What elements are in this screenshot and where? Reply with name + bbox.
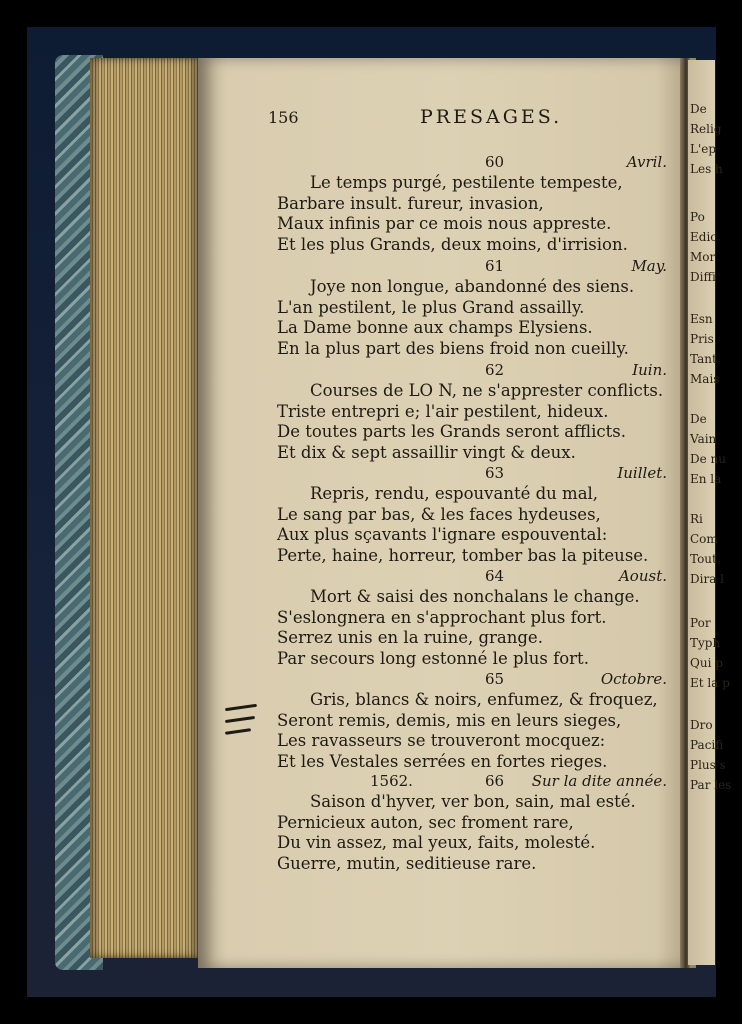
quatrain-month: May. bbox=[631, 257, 667, 275]
facing-page-fragment: Relig bbox=[690, 122, 722, 136]
quatrain-number: 61 bbox=[485, 257, 505, 275]
facing-page-fragment: Mor bbox=[690, 250, 716, 264]
verse-line: La Dame bonne aux champs Elysiens. bbox=[277, 318, 593, 338]
quatrain-year: 1562. bbox=[370, 772, 413, 790]
verse-line: Perte, haine, horreur, tomber bas la piteuse. bbox=[277, 545, 649, 565]
facing-page-fragment: Ri bbox=[690, 512, 703, 526]
facing-page-fragment: Par les bbox=[690, 778, 732, 792]
verse-line: Triste entrepri e; l'air pestilent, hideux. bbox=[277, 401, 609, 421]
facing-page-fragment: Edic bbox=[690, 230, 717, 244]
verse-line: Aux plus sçavants l'ignare espouvental: bbox=[277, 525, 608, 545]
quatrain-number: 66 bbox=[485, 772, 505, 790]
running-title: PRESAGES. bbox=[420, 106, 563, 128]
verse-line: Et les Vestales serrées en fortes rieges. bbox=[277, 751, 608, 771]
verse-line: De toutes parts les Grands seront afflicts. bbox=[277, 422, 626, 442]
verse-line: Par secours long estonné le plus fort. bbox=[277, 648, 589, 668]
verse-line: Gris, blancs & noirs, enfumez, & froquez, bbox=[310, 690, 658, 709]
verse-line: Courses de LO N, ne s'apprester conflicts. bbox=[310, 381, 664, 400]
facing-page-fragment: Les h bbox=[690, 162, 723, 176]
facing-page bbox=[688, 60, 732, 965]
verse-line: L'an pestilent, le plus Grand assailly. bbox=[277, 297, 585, 317]
facing-page-fragment: Mais bbox=[690, 372, 720, 386]
quatrain-number: 63 bbox=[485, 464, 505, 482]
verse-line: Guerre, mutin, seditieuse rare. bbox=[277, 853, 537, 873]
quatrain-month: Iuillet. bbox=[617, 464, 667, 482]
quatrain-month: Sur la dite année. bbox=[531, 772, 667, 790]
facing-page-fragment: De nu bbox=[690, 452, 726, 466]
facing-page-fragment: L'ep bbox=[690, 142, 717, 156]
verse-line: Seront remis, demis, mis en leurs sieges, bbox=[277, 710, 622, 730]
facing-page-fragment: Com bbox=[690, 532, 718, 546]
verse-line: S'eslongnera en s'approchant plus fort. bbox=[277, 607, 607, 627]
facing-page-fragment: Vain bbox=[690, 432, 717, 446]
verse-line: Et dix & sept assaillir vingt & deux. bbox=[277, 442, 576, 462]
verse-line: Joye non longue, abandonné des siens. bbox=[310, 277, 635, 296]
facing-page-fragment: Dira l bbox=[690, 572, 725, 586]
verse-line: Barbare insult. fureur, invasion, bbox=[277, 193, 544, 213]
facing-page-fragment: Qui p bbox=[690, 656, 723, 670]
quatrain-number: 62 bbox=[485, 361, 505, 379]
facing-page-fragment: Po bbox=[690, 210, 705, 224]
facing-page-fragment: Pacifi bbox=[690, 738, 724, 752]
quatrain-month: Iuin. bbox=[632, 361, 667, 379]
facing-page-fragment: Pris bbox=[690, 332, 714, 346]
quatrain-number: 64 bbox=[485, 567, 505, 585]
verse-line: Les ravasseurs se trouveront mocquez: bbox=[277, 731, 606, 751]
facing-page-fragment: Dro bbox=[690, 718, 713, 732]
quatrain-month: Octobre. bbox=[600, 670, 667, 688]
verse-line: Le temps purgé, pestilente tempeste, bbox=[310, 173, 623, 192]
verse-line: Et les plus Grands, deux moins, d'irrision. bbox=[277, 234, 628, 254]
quatrain-month: Aoust. bbox=[618, 567, 667, 585]
facing-page-fragment: De bbox=[690, 412, 707, 426]
quatrain-number: 65 bbox=[485, 670, 505, 688]
facing-page-fragment: Esn bbox=[690, 312, 713, 326]
quatrain-month: Avril. bbox=[626, 153, 667, 171]
facing-page-fragment: Por bbox=[690, 616, 711, 630]
facing-page-fragment: Plus s bbox=[690, 758, 726, 772]
verse-line: Mort & saisi des nonchalans le change. bbox=[310, 587, 640, 606]
verse-line: Du vin assez, mal yeux, faits, molesté. bbox=[277, 833, 596, 853]
verse-line: Pernicieux auton, sec froment rare, bbox=[277, 812, 574, 832]
verse-line: Repris, rendu, espouvanté du mal, bbox=[310, 484, 599, 503]
page-number: 156 bbox=[268, 108, 299, 127]
page-fore-edge bbox=[90, 58, 202, 958]
facing-page-fragment: Tant bbox=[690, 352, 717, 366]
verse-line: Serrez unis en la ruine, grange. bbox=[277, 628, 543, 648]
verse-line: Saison d'hyver, ver bon, sain, mal esté. bbox=[310, 792, 636, 811]
facing-page-fragment: Diffi bbox=[690, 270, 716, 284]
facing-page-fragment: De bbox=[690, 102, 707, 116]
verse-line: Le sang par bas, & les faces hydeuses, bbox=[277, 504, 601, 524]
facing-page-fragment: Et la p bbox=[690, 676, 730, 690]
facing-page-fragment: Typh bbox=[690, 636, 721, 650]
facing-page-fragment: Tout bbox=[690, 552, 717, 566]
quatrain-number: 60 bbox=[485, 153, 505, 171]
verse-line: En la plus part des biens froid non cueilly. bbox=[277, 338, 629, 358]
verse-line: Maux infinis par ce mois nous appreste. bbox=[277, 214, 612, 234]
facing-page-fragment: En la bbox=[690, 472, 722, 486]
